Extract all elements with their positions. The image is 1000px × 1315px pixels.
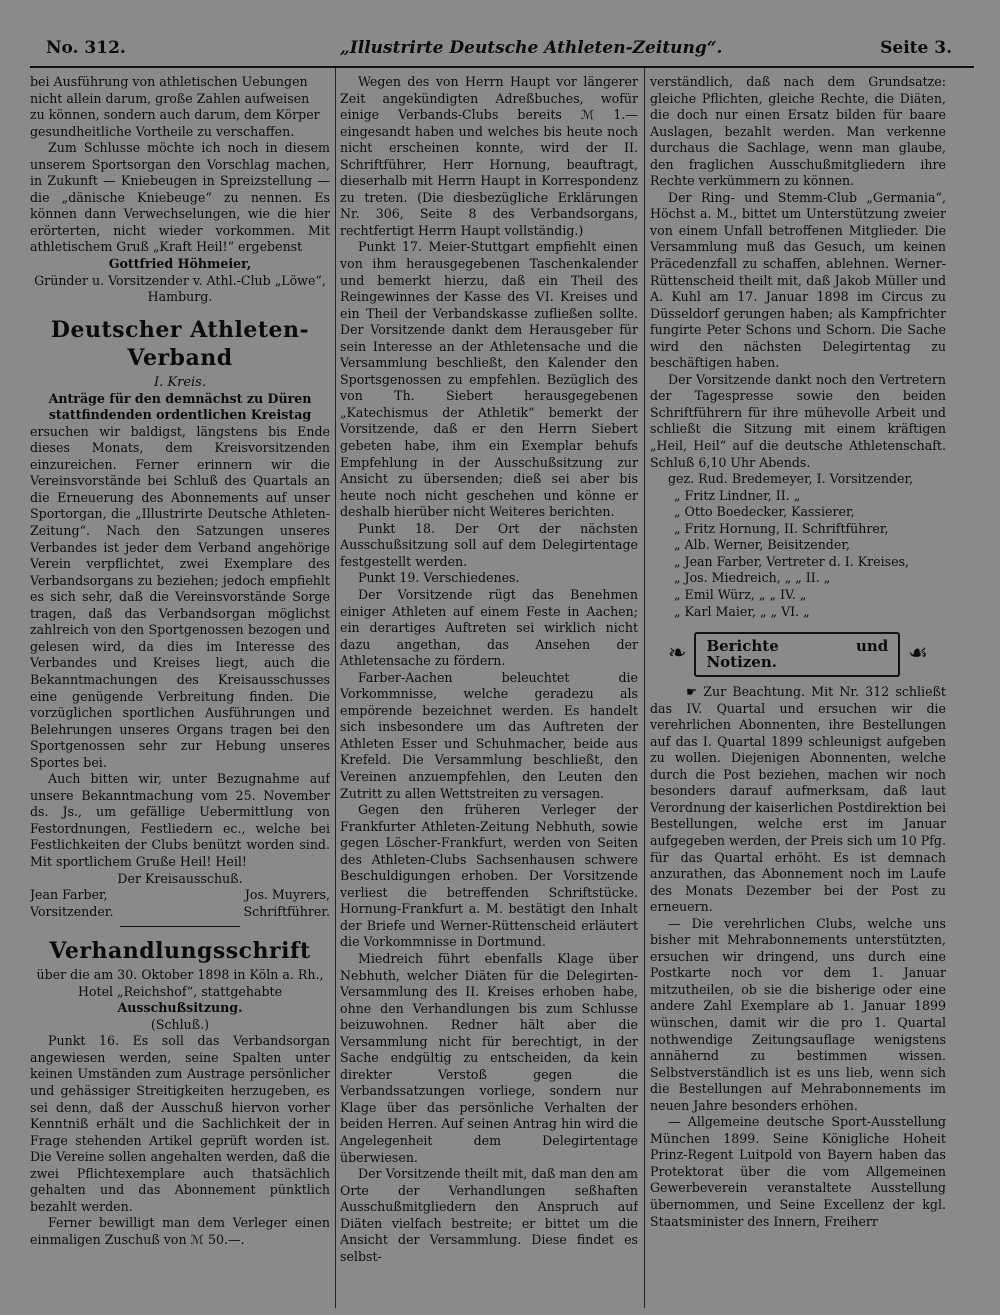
ferner-paragraph: Ferner bewilligt man dem Verleger einen einmaligen Zuschuß von ℳ 50.—. <box>30 1215 330 1247</box>
signature-name-1: Jean Farber, <box>30 887 108 903</box>
schluss-label: (Schluß.) <box>150 1016 210 1032</box>
signature-row-names <box>30 887 330 904</box>
beachtung-paragraph <box>650 684 946 916</box>
germania-paragraph: Der Ring- und Stemm-Club „Germania“, Höchst a. M., bittet um Unterstützung zweier von einem Unfall betroffenen Mitglieder. Die Versammlung muß das Gesuch, um keinen Präcedenzfall zu schaffen, ablehnen. Werner-Rüttenscheid theilt mit, daß Jakob Müller und A. Kuhl am 17. Januar 1898 im Circus zu Düsseldorf gerungen haben; als Kampfrichter fungirte Peter Schons und Schorn. Die Sache wird den nächsten Delegirtentag zu beschäftigen haben. <box>650 189 946 371</box>
signatory-line: „ Otto Boedecker, Kassierer, <box>674 504 855 520</box>
heading-deutscher-athleten-verband: Deutscher Athleten-Verband <box>50 316 310 371</box>
signature-row-roles <box>30 904 330 921</box>
ausstellung-paragraph: — Allgemeine deutsche Sport-Ausstellung München 1899. Seine Königliche Hoheit Prinz-Regent Luitpold von Bayern haben das Protektorat über die vom Allgemeinen Gewerbeverein veranstaltete Ausstellung übernommen, und Seine Excellenz der kgl. Staatsminister des Innern, Freiherr <box>650 1114 946 1229</box>
section-heading-berichte <box>668 634 928 674</box>
diaeten-continuation: verständlich, daß nach dem Grundsatze: gleiche Pflichten, gleiche Rechte, die Diäten, die doch nur einen Ersatz bilden für baare Auslagen, bezahlt werden. Man verkenne durchaus die Sachlage, wenn man glaube, den fraglichen Ausschußmitgliedern ihre Rechte verkümmern zu können. <box>650 74 946 189</box>
signatory-line: „ Fritz Hornung, II. Schriftführer, <box>674 520 889 536</box>
signatory-line: „ Jean Farber, Vertreter d. I. Kreises, <box>674 553 910 569</box>
ausschuss-label: Ausschußsitzung. <box>117 1000 243 1016</box>
punkt-18: Punkt 18. Der Ort der nächsten Ausschußsitzung soll auf dem Delegirtentage festgestellt werden. <box>340 520 638 569</box>
column-1 <box>30 74 330 1306</box>
fleuron-icon: ☙ <box>908 640 928 666</box>
punkt-17: Punkt 17. Meier-Stuttgart empfiehlt einen von ihm herausgegebenen Taschenkalender und bemerkt hierzu, daß ein Theil des Reingewinnes der Kasse des VI. Kreises und ein Theil der Verbandskasse zufließen sollte. Der Vorsitzende dankt dem Herausgeber für sein Interesse an der Athletensache und die Versammlung beschließt, den Kalender den Sportsgenossen zu empfehlen. Bezüglich des von Th. Siebert herausgegebenen „Katechismus der Athletik“ bemerkt der Vorsitzende, daß er den Herrn Siebert gebeten habe, ihm ein Exemplar behufs Empfehlung in der Ausschußsitzung zur Ansicht zu übersenden; dieß sei aber bis heute noch nicht geschehen und könne er deshalb hierüber nicht Weiteres berichten. <box>340 239 638 520</box>
dank-paragraph: Der Vorsitzende dankt noch den Vertretern der Tagespresse sowie den beiden Schriftführern für ihre mühevolle Arbeit und schließt die Sitzung mit einem kräftigen „Heil, Heil“ auf die deutsche Athletenschaft. Schluß 6,10 Uhr Abends. <box>650 371 946 470</box>
column-rule-1 <box>335 68 336 1308</box>
signature-name-2: Jos. Muyrers, <box>244 887 330 903</box>
signatory-line: „ Karl Maier, „ „ VI. „ <box>674 603 810 619</box>
punkt-19-miedreich: Miedreich führt ebenfalls Klage über Nebhuth, welcher Diäten für die Delegirten-Versammlung des II. Kreises erhoben habe, ohne den Verhandlungen bis zum Schlusse beizuwohnen. Redner hält aber die Versammlung nicht für berechtigt, in der Sache endgültig zu entscheiden, da kein direkter Verstoß gegen die Verbandssatzungen vorliege, sondern nur Klage über das persönliche Verhalten der beiden Herren. Auf seinen Antrag hin wird die Angelegenheit dem Delegirtentage überwiesen. <box>340 950 638 1165</box>
verhandlung-subtitle: über die am 30. Oktober 1898 in Köln a. Rh., Hotel „Reichshof“, stattgehabte <box>36 967 324 999</box>
intro-line: bei Ausführung von athletischen Uebungen <box>30 74 308 89</box>
section-title: Berichte und Notizen. <box>694 632 900 677</box>
signatory-list <box>650 471 946 620</box>
bitten-paragraph: Auch bitten wir, unter Bezugnahme auf unsere Bekanntmachung vom 25. November ds. Js., um gefällige Uebermittlung von Festordnungen, Festliedern ec., welche bei Festlichkeiten der Clubs benützt worden sind. Mit sportlichem Gruße Heil! Heil! <box>30 771 330 869</box>
intro-line: gesundheitliche Vortheile zu verschaffen. <box>30 123 295 139</box>
column-rule-2 <box>644 68 645 1308</box>
signatory-line: gez. Rud. Bredemeyer, I. Vorsitzender, <box>668 471 914 487</box>
signature-role-1: Vorsitzender. <box>30 903 114 919</box>
author-city: Hamburg. <box>147 289 213 305</box>
kreisausschuss-label: Der Kreisausschuß. <box>117 870 243 886</box>
heading-verhandlungsschrift: Verhandlungsschrift <box>49 938 311 965</box>
fleuron-icon: ❧ <box>668 640 687 666</box>
signatory-line: „ Emil Würz, „ „ IV. „ <box>674 586 807 602</box>
newspaper-title: „Illustrirte Deutsche Athleten-Zeitung“. <box>340 38 723 58</box>
page-header <box>0 0 1000 70</box>
punkt-16: Punkt 16. Es soll das Verbandsorgan angewiesen werden, seine Spalten unter keinen Umständen zum Austrage persönlicher und gehässiger Streitigkeiten herzugeben, es sei denn, daß der Ausschuß hiervon vorher Kenntniß erhält und die Sachlichkeit der in Frage stehenden Artikel geprüft worden ist. Die Vereine sollen angehalten werden, daß die zwei Pflichtexemplare auch thatsächlich gehalten und das Abonnement pünktlich bezahlt werden. <box>30 1033 330 1214</box>
intro-line: nicht allein darum, große Zahlen aufweisen <box>30 90 310 106</box>
signatory-line: „ Jos. Miedreich, „ „ II. „ <box>674 570 831 586</box>
adressbuch-paragraph: Wegen des von Herrn Haupt vor längerer Zeit angekündigten Adreßbuches, wofür einige Verbands-Clubs bereits ℳ 1.— eingesandt haben und welches bis heute noch nicht erscheinen konnte, wird der II. Schriftführer, Herr Hornung, beauftragt, dieserhalb mit Herrn Haupt in Korrespondenz zu treten. (Die diesbezügliche Erklärungen Nr. 306, Seite 8 des Verbandsorgans, rechtfertigt Herrn Haupt vollständig.) <box>340 74 638 238</box>
punkt-19: Punkt 19. Verschiedenes. <box>358 570 520 586</box>
punkt-19-frankfurt: Gegen den früheren Verleger der Frankfurter Athleten-Zeitung Nebhuth, sowie gegen Löscher-Frankfurt, werden von Seiten des Athleten-Clubs Sachsenhausen schwere Beschuldigungen erhoben. Der Vorsitzende verliest die betreffenden Schriftstücke. Hornung-Frankfurt a. M. bestätigt den Inhalt der Briefe und Werner-Rüttenscheid erläutert die Vorkommnisse in Dortmund. <box>340 802 638 950</box>
clubs-paragraph: — Die verehrlichen Clubs, welche uns bisher mit Mehrabonnements unterstützten, ersuchen wir dringend, uns durch eine Postkarte noch vor dem 1. Januar mitzutheilen, ob sie die bisherige oder eine andere Zahl Exemplare ab 1. Januar 1899 wünschen, damit wir die pro 1. Quartal nothwendige Zeitungsauflage wenigstens annähernd zu bestimmen wissen. Selbstverständlich ist es uns lieb, wenn sich die Bestellungen auf Mehrabonnements im neuen Jahre besonders erhöhen. <box>650 915 946 1113</box>
column-2 <box>340 74 638 1306</box>
kreis-label: I. Kreis. <box>154 374 206 390</box>
signatory-line: „ Alb. Werner, Beisitzender, <box>674 537 850 553</box>
beachtung-text: Zur Beachtung. Mit Nr. 312 schließt das IV. Quartal und ersuchen wir die verehrlichen Abonnenten, ihre Bestellungen auf das I. Quartal 1899 schleunigst aufgeben zu wollen. Diejenigen Abonnenten, welche durch die Post beziehen, machen wir noch besonders darauf aufmerksam, daß laut Verordnung der kaiserlichen Postdirektion bei Bestellungen, welche erst im Januar aufgegeben werden, der Preis sich um 10 Pfg. für das Quartal erhöht. Es ist demnach anzurathen, das Abonnement noch im Laufe des Monats Dezember bei der Post zu erneuern. <box>650 684 946 915</box>
punkt-19-aachen: Der Vorsitzende rügt das Benehmen einiger Athleten auf einem Feste in Aachen; ein derartiges Auftreten sei wirklich nicht dazu angethan, das Ansehen der Athletensache zu fördern. <box>340 586 638 669</box>
antraege-lead: Anträge für den demnächst zu Düren stattfindenden ordentlichen Kreistag <box>48 390 312 423</box>
section-divider <box>120 926 240 927</box>
pointing-hand-icon: ☛ <box>686 684 698 700</box>
column-3 <box>650 74 946 1306</box>
signature-role-2: Schriftführer. <box>243 903 330 919</box>
closing-paragraph: Zum Schlusse möchte ich noch in diesem unserem Sportsorgan den Vorschlag machen, in Zukunft — Kniebeugen in Spreizstellung — die „dänische Kniebeuge“ zu nennen. Es können dann Verwechselungen, wie die hier erörterten, nicht wieder vorkommen. Mit athletischem Gruß „Kraft Heil!“ ergebenst <box>30 140 330 255</box>
author-title: Gründer u. Vorsitzender v. Athl.-Club „Löwe“, <box>34 272 326 288</box>
issue-number: No. 312. <box>46 38 126 58</box>
intro-line: zu können, sondern auch darum, dem Körper <box>30 107 320 123</box>
header-rule <box>30 66 974 68</box>
punkt-19-diaeten: Der Vorsitzende theilt mit, daß man den am Orte der Verhandlungen seßhaften Ausschußmitgliedern den Anspruch auf Diäten vielfach bestreite; er bittet um die Ansicht der Versammlung. Diese findet es selbst- <box>340 1166 638 1264</box>
page-number: Seite 3. <box>880 38 952 58</box>
signatory-line: „ Fritz Lindner, II. „ <box>674 487 801 503</box>
author-name: Gottfried Höhmeier, <box>108 256 252 272</box>
antraege-paragraph: ersuchen wir baldigst, längstens bis Ende dieses Monats, dem Kreisvorsitzenden einzureichen. Ferner erinnern wir die Vereinsvorstände bei Schluß des Quartals an die Erneuerung des Abonnements auf unser Sportorgan, die „Illustrirte Deutsche Athleten-Zeitung“. Nach den Satzungen unseres Verbandes ist jeder dem Verband angehörige Verein verpflichtet, zwei Exemplare des Verbandsorgans zu beziehen; jedoch empfiehlt es sich sehr, daß die Vereinsvorstände Sorge tragen, daß das Verbandsorgan möglichst zahlreich von den Sportgenossen bezogen und gelesen wird, da dies im Interesse des Verbandes und Kreises liegt, auch die Bekanntmachungen des Kreisausschusses eine genügende Verbreitung finden. Die vorzüglichen sportlichen Ausführungen und Belehrungen unseres Organs tragen bei den Sportgenossen sehr zur Hebung unseres Sportes bei. <box>30 423 330 770</box>
punkt-19-farber: Farber-Aachen beleuchtet die Vorkommnisse, welche geradezu als empörende bezeichnet werden. Es handelt sich insbesondere um das Auftreten der Athleten Esser und Schuhmacher, beide aus Krefeld. Die Versammlung beschließt, den Vereinen anzuempfehlen, den Leuten den Zutritt zu allen Wettstreiten zu versagen. <box>340 669 638 801</box>
